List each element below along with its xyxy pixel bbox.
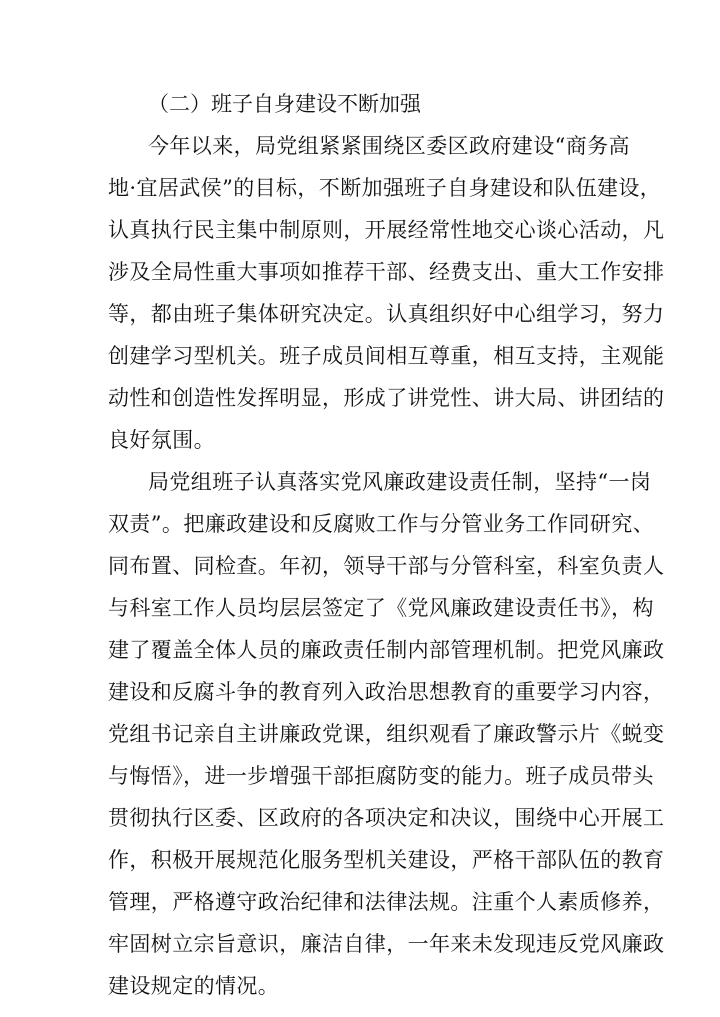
paragraph-2-line-9: 贯彻执行区委、区政府的各项决定和决议，围绕中心开展工 — [108, 806, 665, 830]
paragraph-1-line-2: 地·宜居武侯”的目标，不断加强班子自身建设和队伍建设， — [108, 176, 662, 200]
paragraph-2-line-3: 同布置、同检查。年初，领导干部与分管科室，科室负责人 — [108, 554, 665, 578]
paragraph-1-line-3: 认真执行民主集中制原则，开展经常性地交心谈心活动，凡 — [108, 218, 665, 242]
paragraph-1-line-4: 涉及全局性重大事项如推荐干部、经费支出、重大工作安排 — [108, 260, 665, 284]
paragraph-1-line-6: 创建学习型机关。班子成员间相互尊重，相互支持，主观能 — [108, 344, 665, 368]
paragraph-2-line-1: 局党组班子认真落实党风廉政建设责任制，坚持“一岗 — [148, 470, 652, 494]
paragraph-2-line-11: 管理，严格遵守政治纪律和法律法规。注重个人素质修养， — [108, 890, 665, 914]
paragraph-2-line-8: 与悔悟》，进一步增强干部拒腐防变的能力。班子成员带头 — [108, 764, 654, 788]
paragraph-2-line-7: 党组书记亲自主讲廉政党课，组织观看了廉政警示片《蜕变 — [108, 722, 665, 746]
paragraph-2-line-5: 建了覆盖全体人员的廉政责任制内部管理机制。把党风廉政 — [108, 638, 665, 662]
paragraph-1-line-1: 今年以来，局党组紧紧围绕区委区政府建设“商务高 — [148, 134, 630, 158]
paragraph-2-line-6: 建设和反腐斗争的教育列入政治思想教育的重要学习内容， — [108, 680, 665, 704]
paragraph-2-line-10: 作，积极开展规范化服务型机关建设，严格干部队伍的教育 — [108, 848, 665, 872]
paragraph-1-line-5: 等，都由班子集体研究决定。认真组织好中心组学习，努力 — [108, 302, 665, 326]
section-heading: （二）班子自身建设不断加强 — [148, 92, 421, 116]
paragraph-2-line-12: 牢固树立宗旨意识，廉洁自律，一年来未发现违反党风廉政 — [108, 932, 665, 956]
paragraph-1-line-7: 动性和创造性发挥明显，形成了讲党性、讲大局、讲团结的 — [108, 386, 665, 410]
paragraph-2-line-4: 与科室工作人员均层层签定了《党风廉政建设责任书》，构 — [108, 596, 654, 620]
paragraph-2-line-2: 双责”。把廉政建设和反腐败工作与分管业务工作同研究、 — [108, 512, 655, 536]
paragraph-1-line-8: 良好氛围。 — [108, 428, 215, 452]
paragraph-2-line-13: 建设规定的情况。 — [108, 974, 280, 998]
